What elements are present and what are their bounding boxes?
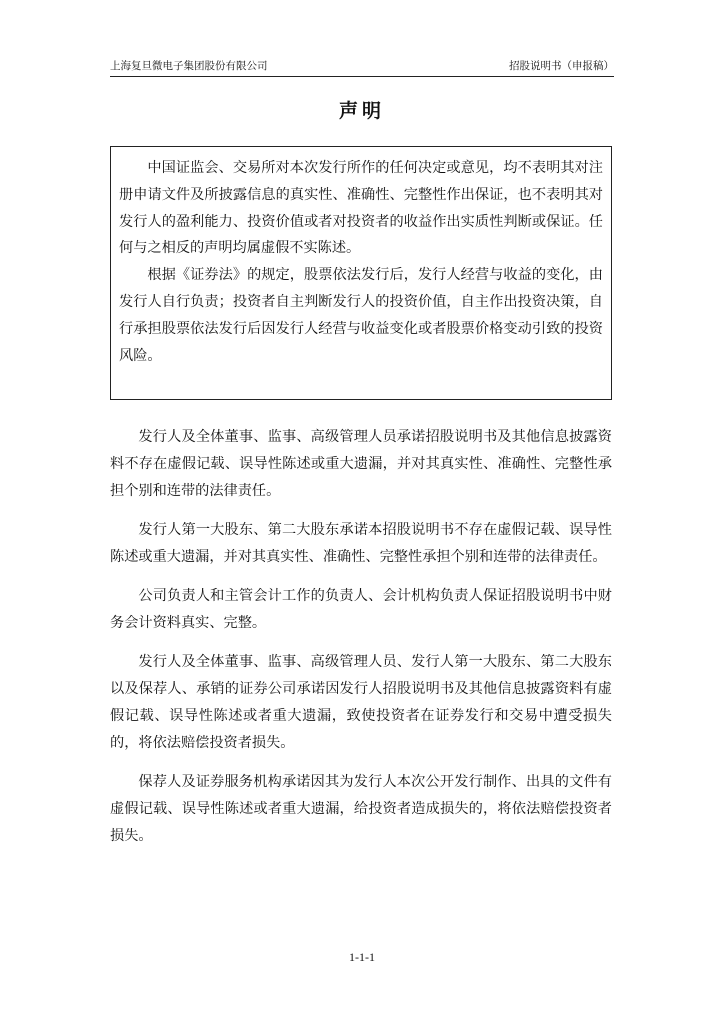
declaration-paragraph: 发行人及全体董事、监事、高级管理人员承诺招股说明书及其他信息披露资料不存在虚假记载、误导性陈述或重大遗漏，并对其真实性、准确性、完整性承担个别和连带的法律责任。 (110, 429, 612, 499)
declaration-paragraph: 发行人第一大股东、第二大股东承诺本招股说明书不存在虚假记载、误导性陈述或重大遗漏，并对其真实性、准确性、完整性承担个别和连带的法律责任。 (110, 522, 612, 565)
page-title: 声明 (338, 100, 385, 122)
notice-paragraph: 中国证监会、交易所对本次发行所作的任何决定或意见，均不表明其对注册申请文件及所披露信息的真实性、准确性、完整性作出保证，也不表明其对发行人的盈利能力、投资价值或者对投资者的收益作出实质性判断或保证。任何与之相反的声明均属虚假不实陈述。 (119, 160, 603, 257)
declaration-paragraph: 公司负责人和主管会计工作的负责人、会计机构负责人保证招股说明书中财务会计资料真实、完整。 (110, 588, 612, 631)
page-header (110, 58, 614, 77)
declaration-paragraph: 发行人及全体董事、监事、高级管理人员、发行人第一大股东、第二大股东以及保荐人、承销的证券公司承诺因发行人招股说明书及其他信息披露资料有虚假记载、误导性陈述或者重大遗漏，致使投资者在证券发行和交易中遭受损失的，将依法赔偿投资者损失。 (110, 654, 612, 751)
header-document-type: 招股说明书（申报稿） (509, 60, 614, 72)
notice-box (110, 146, 612, 400)
page-number: 1-1-1 (349, 950, 375, 964)
declaration-paragraph: 保荐人及证券服务机构承诺因其为发行人本次公开发行制作、出具的文件有虚假记载、误导性陈述或者重大遗漏，给投资者造成损失的，将依法赔偿投资者损失。 (110, 774, 612, 844)
declaration-body (110, 424, 612, 862)
notice-paragraph: 根据《证券法》的规定，股票依法发行后，发行人经营与收益的变化，由发行人自行负责；投资者自主判断发行人的投资价值，自主作出投资决策，自行承担股票依法发行后因发行人经营与收益变化或者股票价格变动引致的投资风险。 (119, 267, 603, 364)
header-company-name: 上海复旦微电子集团股份有限公司 (110, 60, 268, 72)
